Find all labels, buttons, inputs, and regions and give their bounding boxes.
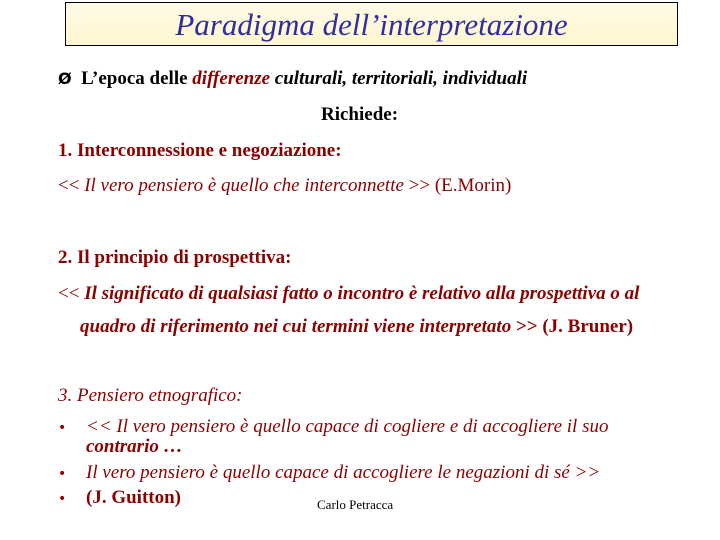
section2-line2 bbox=[80, 316, 633, 338]
section2-line2-text: quadro di riferimento nei cui termini viene interpretato bbox=[80, 316, 512, 337]
bullet3-text: (J. Guitton) bbox=[86, 487, 181, 508]
bullet1-line-b: contrario … bbox=[86, 436, 183, 457]
section1-heading: 1. Interconnessione e negoziazione: bbox=[58, 140, 342, 161]
section3-bullet-2 bbox=[58, 462, 600, 484]
epoca-prefix: L’epoca delle bbox=[81, 68, 193, 89]
page-title: Paradigma dell’interpretazione bbox=[175, 6, 568, 42]
quote-open: << bbox=[58, 175, 80, 196]
quote-open: << bbox=[58, 283, 80, 304]
epoca-rest: culturali, territoriali, individuali bbox=[270, 68, 528, 89]
bullet-icon: • bbox=[58, 420, 67, 436]
bullet-icon: • bbox=[58, 466, 67, 482]
author-footer: Carlo Petracca bbox=[317, 497, 394, 512]
epoca-accent: differenze bbox=[192, 68, 271, 89]
section3-bullet-3 bbox=[58, 487, 181, 509]
epoca-line bbox=[58, 68, 527, 90]
section3-heading: 3. Pensiero etnografico: bbox=[58, 385, 243, 406]
title-box bbox=[65, 2, 678, 46]
bullet2-text: Il vero pensiero è quello capace di accogliere le negazioni di sé >> bbox=[86, 462, 601, 483]
section2-heading: 2. Il principio di prospettiva: bbox=[58, 247, 292, 268]
quote-close: >> bbox=[408, 175, 431, 196]
section1-attribution: (E.Morin) bbox=[430, 175, 512, 196]
section2-line1-text: Il significato di qualsiasi fatto o incontro è relativo alla prospettiva o al bbox=[79, 283, 640, 304]
richiede-label: Richiede: bbox=[321, 104, 399, 125]
bullet-icon: • bbox=[58, 491, 67, 507]
section2-line1 bbox=[58, 283, 639, 305]
section1-quote bbox=[58, 175, 511, 197]
section3-bullet-1-cont bbox=[86, 436, 183, 458]
bullet1-line-a: << Il vero pensiero è quello capace di cogliere e di accogliere il suo bbox=[86, 416, 609, 437]
arrow-bullet-icon: Ø bbox=[58, 69, 72, 88]
section3-bullet-1 bbox=[58, 416, 608, 438]
section2-line2-tail: >> (J. Bruner) bbox=[511, 316, 634, 337]
section1-quote-text: Il vero pensiero è quello che interconnette bbox=[79, 175, 409, 196]
